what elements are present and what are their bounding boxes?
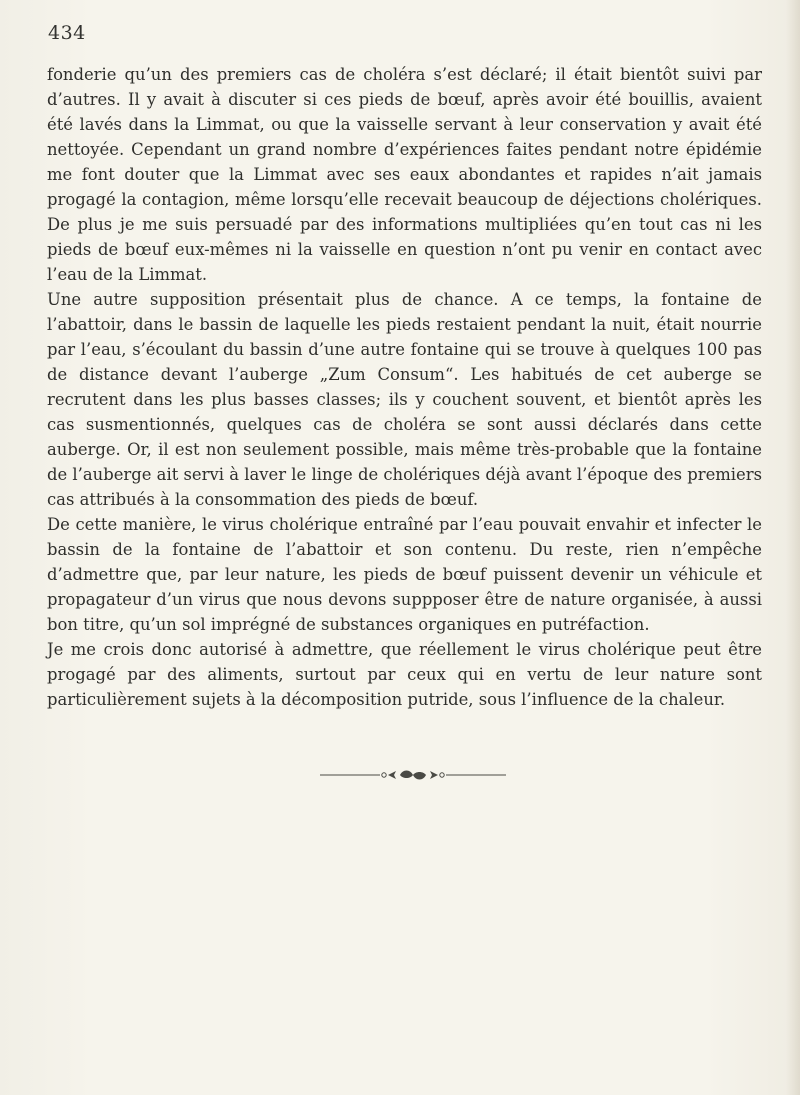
page-number: 434 bbox=[48, 22, 86, 44]
body-text bbox=[47, 62, 762, 712]
paragraph-2: Une autre supposition présentait plus de chance. A ce temps, la fontaine de l’abattoir, dans le bassin de laquelle les pieds restaient pendant la nuit, était nourrie par l’eau, s’écoulant du bassin d’une autre fontaine qui se trouve à quelques 100 pas de distance devant l’auberge „Zum Consum“. Les habitués de cet auberge se recrutent dans les plus basses classes; ils y couchent souvent, et bientôt après les cas susmentionnés, quelques cas de choléra se sont aussi déclarés dans cette auberge. Or, il est non seulement possible, mais même très-probable que la fontaine de l’auberge ait servi à laver le linge de cholériques déjà avant l’époque des premiers cas attribués à la consommation des pieds de bœuf. bbox=[47, 290, 762, 509]
ornamental-rule-icon bbox=[318, 768, 508, 782]
page-edge-shadow bbox=[786, 0, 800, 1095]
paragraph-4: Je me crois donc autorisé à admettre, que réellement le virus cholérique peut être progagé par des aliments, surtout par ceux qui en vertu de leur nature sont particulièrement sujets à la décomposition putride, sous l’influence de la chaleur. bbox=[47, 640, 762, 709]
paragraph-1: fonderie qu’un des premiers cas de choléra s’est déclaré; il était bientôt suivi par d’autres. Il y avait à discuter si ces pieds de bœuf, après avoir été bouillis, avaient été lavés dans la Limmat, ou que la vaisselle servant à leur conservation y avait été nettoyée. Cependant un grand nombre d’expériences faites pendant notre épidémie me font douter que la Limmat avec ses eaux abondantes et rapides n’ait jamais progagé la contagion, même lorsqu’elle recevait beaucoup de déjections cholériques. De plus je me suis persuadé par des informations multipliées qu’en tout cas ni les pieds de bœuf eux-mêmes ni la vaisselle en question n’ont pu venir en contact avec l’eau de la Limmat. bbox=[47, 65, 762, 284]
paragraph-3: De cette manière, le virus cholérique entraîné par l’eau pouvait envahir et infecter le bassin de la fontaine de l’abattoir et son contenu. Du reste, rien n’empêche d’admettre que, par leur nature, les pieds de bœuf puissent devenir un véhicule et propagateur d’un virus que nous devons suppposer être de nature organisée, à aussi bon titre, qu’un sol imprégné de substances organiques en putréfaction. bbox=[47, 515, 762, 634]
